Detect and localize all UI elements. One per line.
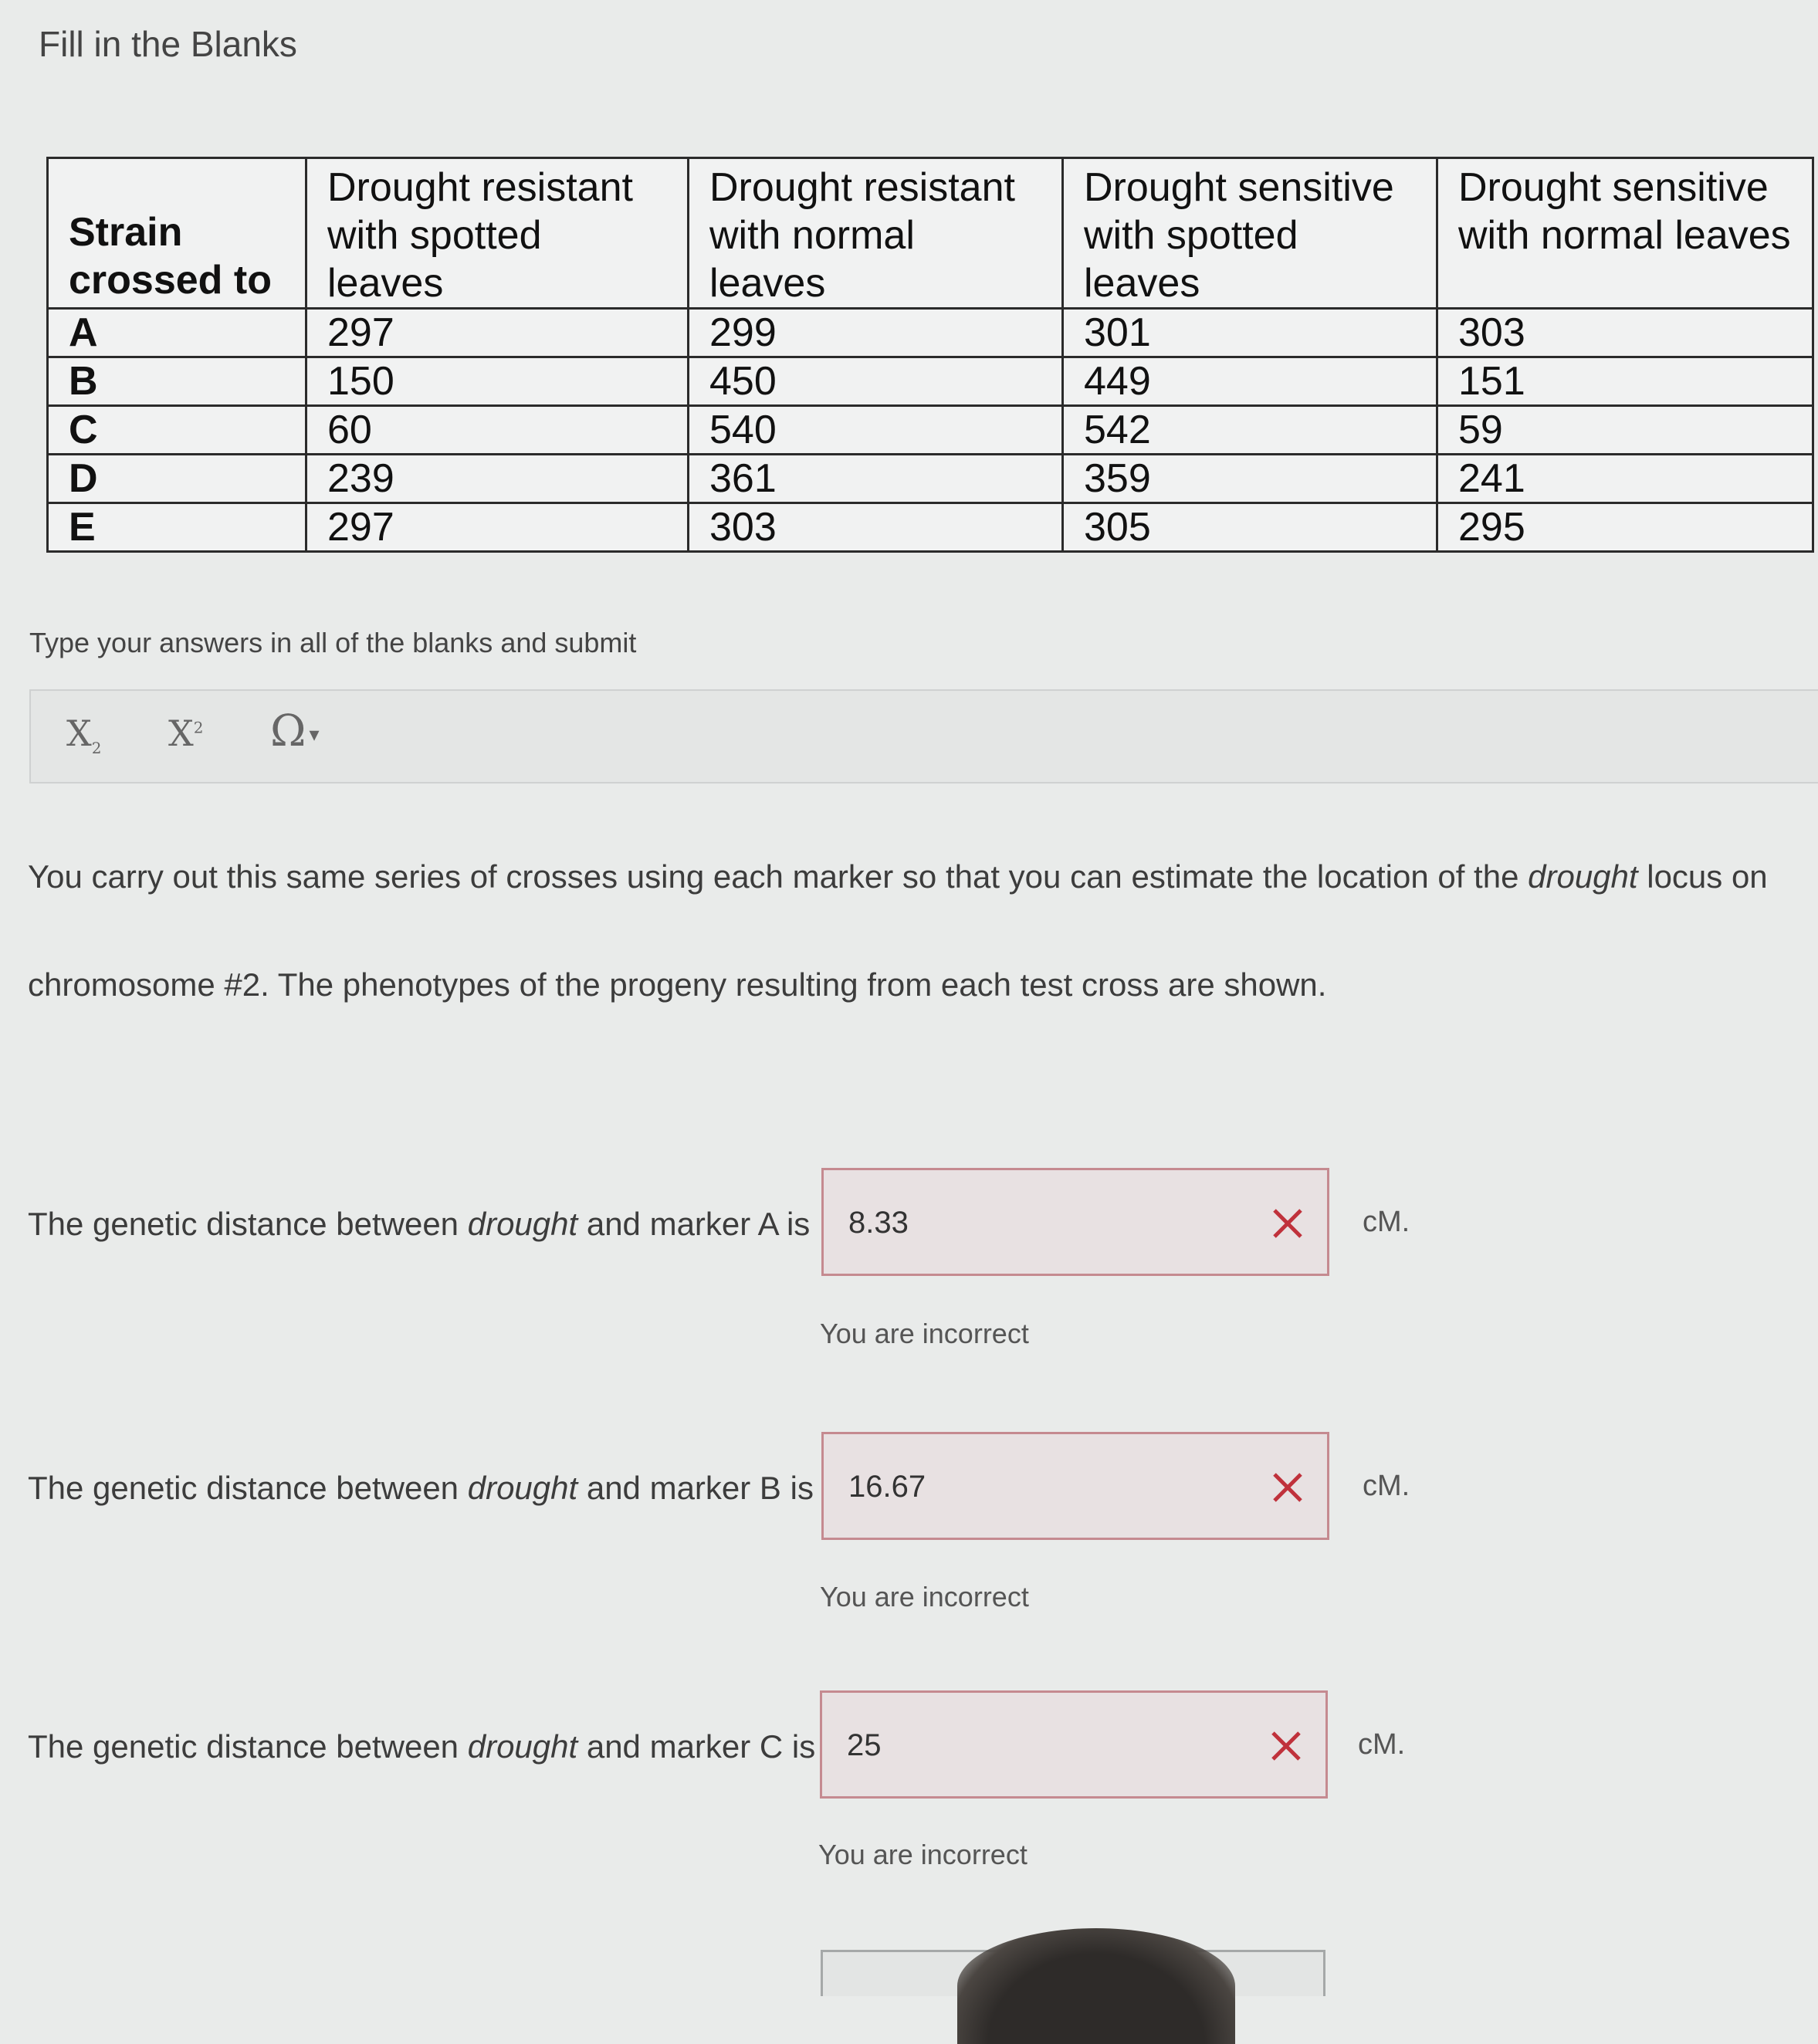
table-row (48, 406, 1813, 455)
table-cell: 540 (689, 406, 1063, 455)
page-title: Fill in the Blanks (39, 24, 297, 64)
superscript-icon: X (168, 712, 194, 754)
blank-label: The genetic distance between drought and marker A is (28, 1206, 811, 1242)
special-characters-button[interactable] (270, 706, 320, 756)
column-header: Drought sensitive with normal leaves (1437, 158, 1813, 309)
superscript-marker: 2 (193, 718, 204, 737)
table-row (48, 503, 1813, 552)
question-text-part1: You carry out this same series of crosses using each marker so that you can estimate the location of the (28, 858, 1529, 895)
row-label: A (48, 309, 306, 357)
blank-row-a (28, 1168, 1572, 1280)
table-cell: 305 (1063, 503, 1437, 552)
answer-input-a[interactable] (847, 1170, 1251, 1275)
table-cell: 295 (1437, 503, 1813, 552)
table-cell: 59 (1437, 406, 1813, 455)
table-cell: 151 (1437, 357, 1813, 406)
feedback-text: You are incorrect (820, 1581, 1029, 1613)
table-cell: 361 (689, 455, 1063, 503)
blank-label: The genetic distance between drought and marker C is (28, 1728, 816, 1765)
table-cell: 60 (306, 406, 689, 455)
row-label: B (48, 357, 306, 406)
subscript-marker: 2 (91, 739, 102, 758)
table-cell: 150 (306, 357, 689, 406)
table-cell: 303 (1437, 309, 1813, 357)
data-table (46, 157, 1814, 553)
table-cell: 297 (306, 503, 689, 552)
finger-occlusion (957, 1928, 1235, 2044)
unit-label: cM. (1363, 1206, 1410, 1238)
table-cell: 449 (1063, 357, 1437, 406)
table-cell: 297 (306, 309, 689, 357)
table-cell: 299 (689, 309, 1063, 357)
column-header: Strain crossed to (48, 158, 306, 309)
table-cell: 359 (1063, 455, 1437, 503)
table-row (48, 309, 1813, 357)
answer-box-a (821, 1168, 1329, 1276)
column-header: Drought resistant with spotted leaves (306, 158, 689, 309)
question-text-part2: locus on chromosome #2. The phenotypes of the progeny resulting from each test cross are shown. (28, 858, 1768, 1003)
unit-label: cM. (1358, 1728, 1406, 1761)
table-cell: 303 (689, 503, 1063, 552)
table-cell: 239 (306, 455, 689, 503)
question-italic: drought (1528, 858, 1638, 895)
omega-icon: Ω (270, 706, 306, 756)
feedback-text: You are incorrect (818, 1839, 1027, 1870)
answer-input-b[interactable] (847, 1434, 1251, 1539)
blank-row-b (28, 1432, 1572, 1544)
row-label: E (48, 503, 306, 552)
column-header: Drought sensitive with spotted leaves (1063, 158, 1437, 309)
table-header-row (48, 158, 1813, 309)
answer-input-c[interactable] (845, 1693, 1250, 1798)
feedback-text: You are incorrect (820, 1318, 1029, 1349)
unit-label: cM. (1363, 1470, 1410, 1502)
instructions-text: Type your answers in all of the blanks and submit (29, 627, 637, 658)
row-label: C (48, 406, 306, 455)
editor-toolbar (29, 689, 1818, 783)
chevron-down-icon: ▾ (309, 723, 320, 746)
blank-label: The genetic distance between drought and marker B is (28, 1470, 814, 1506)
incorrect-x-icon (1271, 1471, 1304, 1504)
table-row (48, 357, 1813, 406)
subscript-button[interactable] (66, 712, 101, 757)
table-row (48, 455, 1813, 503)
incorrect-x-icon (1270, 1730, 1302, 1762)
table-cell: 450 (689, 357, 1063, 406)
table-cell: 301 (1063, 309, 1437, 357)
subscript-icon: X (66, 712, 92, 754)
table-cell: 241 (1437, 455, 1813, 503)
answer-box-b (821, 1432, 1329, 1540)
column-header: Drought resistant with normal leaves (689, 158, 1063, 309)
superscript-button[interactable] (168, 712, 203, 754)
row-label: D (48, 455, 306, 503)
blank-row-c (28, 1690, 1572, 1802)
answer-box-c (820, 1690, 1328, 1799)
question-text (28, 823, 1772, 1039)
incorrect-x-icon (1271, 1207, 1304, 1240)
table-cell: 542 (1063, 406, 1437, 455)
